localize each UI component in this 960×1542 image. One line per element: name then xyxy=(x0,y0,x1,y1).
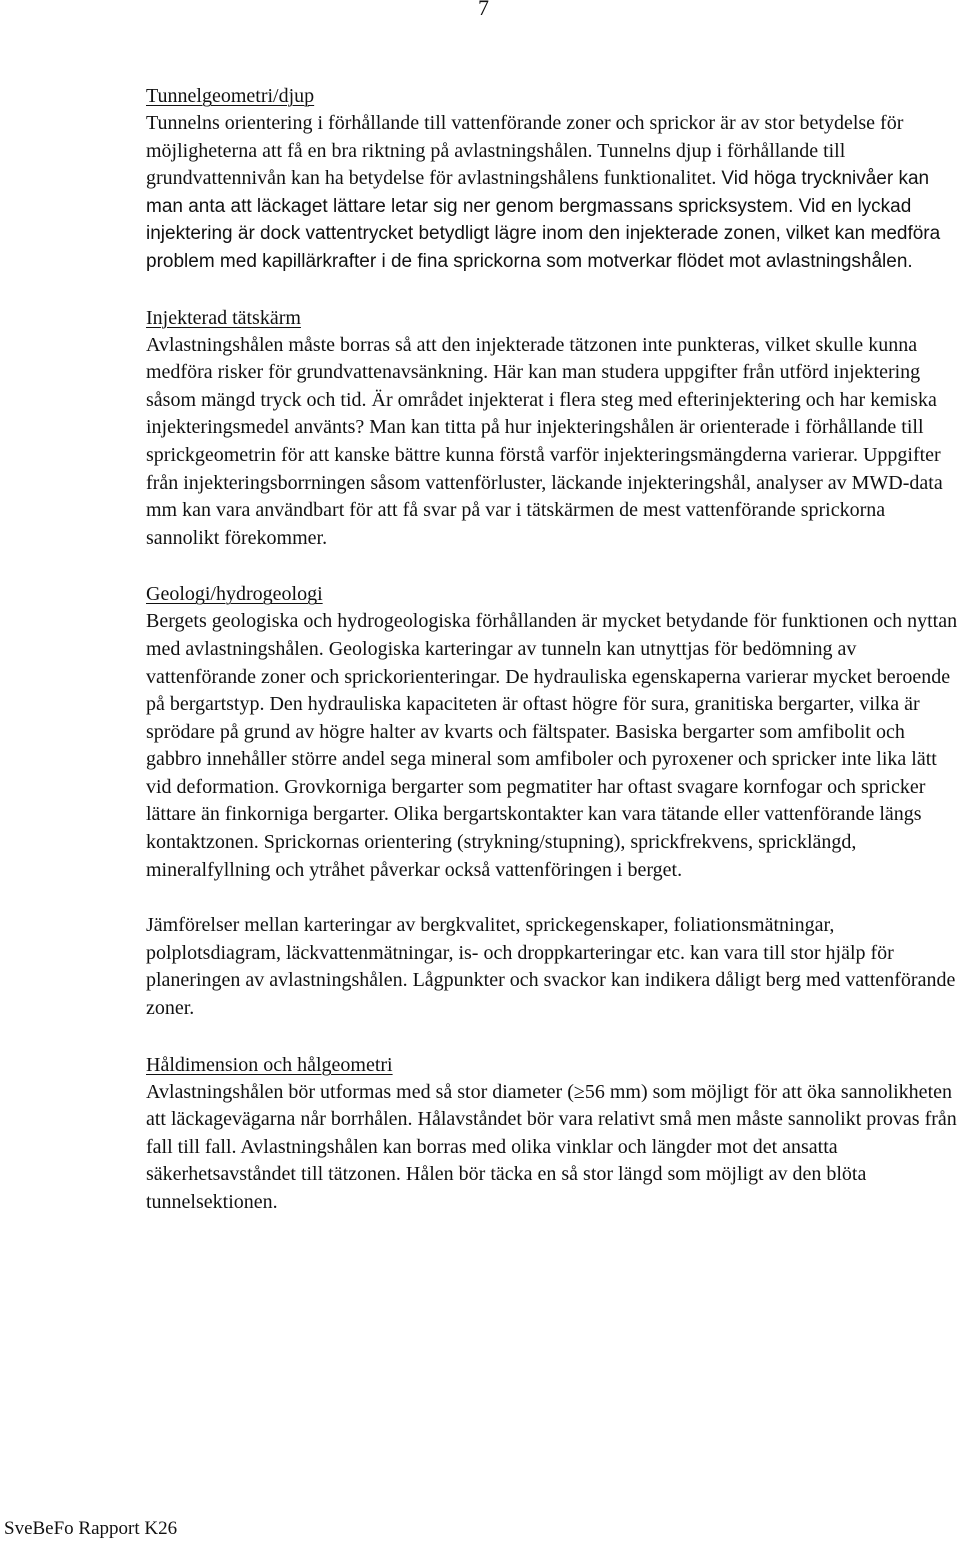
section-heading: Tunnelgeometri/djup xyxy=(146,85,315,107)
section-paragraph xyxy=(146,1079,960,1217)
paragraph-text: Bergets geologiska och hydrogeologiska förhållanden är mycket betydande för funktionen och nyttan med avlastningshålen. Geologiska karteringar av tunneln kan utnyttjas för bedömning av vattenförande zoner och sprickorienteringar. De hydrauliska egenskaperna varierar mycket beroende på bergartstyp. Den hydrauliska kapaciteten är oftast högre för sura, granitiska bergarter, vilka är sprödare på grund av högre halter av kvarts och fältspater. Basiska bergarter som amfibolit och gabbro innehåller större andel sega mineral som amfiboler och pyroxener och spricker inte lika lätt vid deformation. Grovkorniga bergarter som pegmatiter har oftast svagare kornfogar och spricker lättare än finkorniga bergarter. Olika bergartskontakter kan vara tätande eller vattenförande längs kontaktzonen. Sprickornas orientering (strykning/stupning), sprickfrekvens, spricklängd, mineralfyllning och ytråhet påverkar också vattenföringen i berget. xyxy=(146,610,958,881)
paragraph-text: Jämförelser mellan karteringar av bergkvalitet, sprickegenskaper, foliationsmätningar, polplotsdiagram, läckvattenmätningar, is- och droppkarteringar etc. kan vara till stor hjälp för planeringen av avlastningshålen. Lågpunkter och svackor kan indikera dåligt berg med vattenförande zoner. xyxy=(146,914,956,1020)
paragraph-text: Avlastningshålen måste borras så att den injekterade tätzonen inte punkteras, vilket skulle kunna medföra risker för grundvattenavsänkning. Här kan man studera uppgifter från utförd injektering såsom mängd tryck och tid. Är området injekterat i flera steg med efterinjektering och har kemiska injekteringsmedel använts? Man kan titta på hur injekteringshålen är orienterade i förhållande till sprickgeometrin för att kanske bättre kunna förstå varför injekteringsmängderna varierar. Uppgifter från injekteringsborrningen såsom vattenförluster, läckande injekteringshål, analyser av MWD-data mm kan vara användbart för att få svar på var i tätskärmen de mest vattenförande sprickorna sannolikt förekommer. xyxy=(146,333,943,549)
section-tunnelgeometri xyxy=(146,82,960,276)
page-footer: SveBeFo Rapport K26 xyxy=(4,1518,178,1539)
section-heading: Injekterad tätskärm xyxy=(146,306,301,329)
section-heading: Håldimension och hålgeometri xyxy=(146,1053,393,1076)
section-geologi xyxy=(146,580,960,884)
page-number: 7 xyxy=(478,0,489,20)
paragraph-text: Tunnelns orientering i förhållande till vattenförande zoner och sprickor är av stor betydelse för möjligheterna att få en bra riktning på avlastningshålen. Tunnelns djup i förhållande till grundvattennivån kan ha betydelse för avlastningshålens funktionalitet. xyxy=(146,112,904,190)
section-paragraph xyxy=(146,912,960,1022)
section-paragraph xyxy=(146,332,960,553)
section-jamforelser xyxy=(146,912,960,1022)
section-paragraph xyxy=(146,608,960,884)
paragraph-text: Avlastningshålen bör utformas med så stor diameter (≥56 mm) som möjligt för att öka sannolikheten att läckagevägarna når borrhålen. Hålavståndet bör vara relativt små men måste sannolikt provas från fall till fall. Avlastningshålen kan borras med olika vinklar och längder mot det ansatta säkerhetsavståndet till tätzonen. Hålen bör täcka en så stor längd som möjligt av den blöta tunnelsektionen. xyxy=(146,1080,957,1213)
section-heading: Geologi/hydrogeologi xyxy=(146,583,323,606)
section-injekterad-tatskarm xyxy=(146,304,960,553)
section-paragraph xyxy=(146,110,960,276)
section-haldimension xyxy=(146,1051,960,1217)
paragraph-text-sans: Vid höga trycknivåer kan man anta att läckaget lättare letar sig ner genom bergmassans spricksystem. Vid en lyckad injektering är dock vattentrycket betydligt lägre inom den injekterade zonen, vilket kan medföra problem med kapillärkrafter i de fina sprickorna som motverkar flödet mot avlastningshålen. xyxy=(146,168,941,272)
document-body xyxy=(146,82,960,1245)
